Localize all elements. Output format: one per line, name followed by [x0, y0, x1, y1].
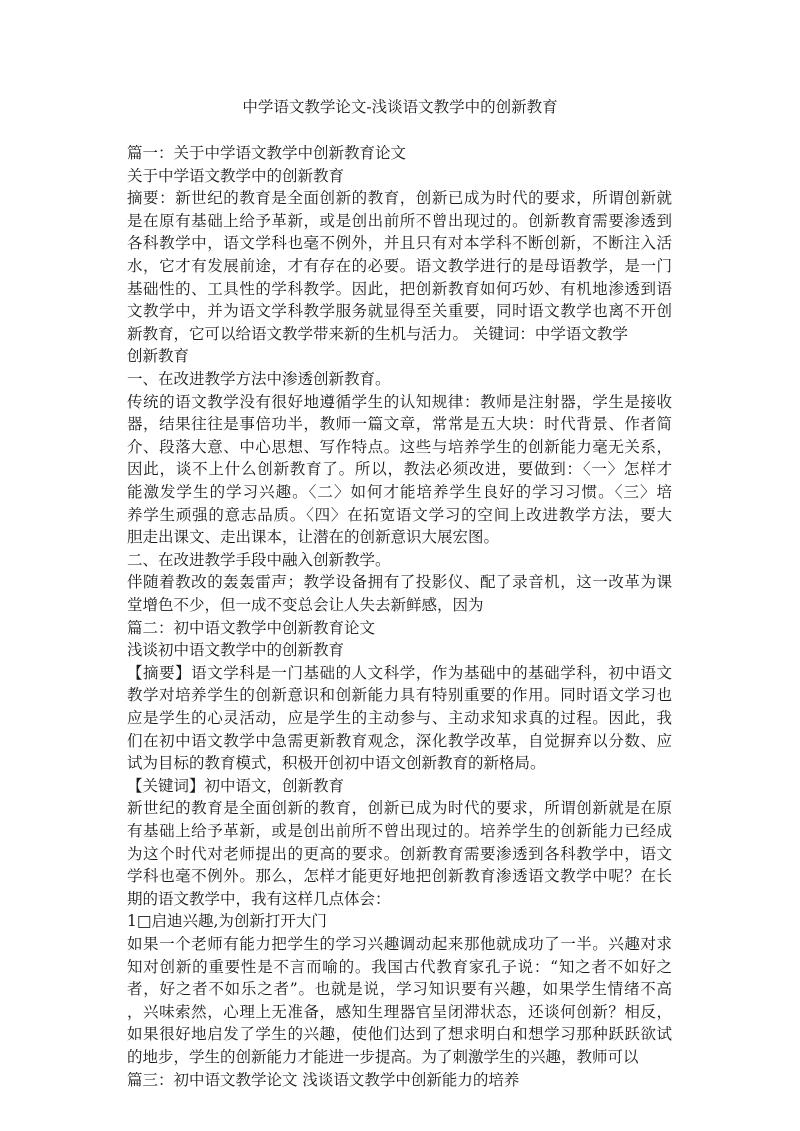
body-line: 篇一：关于中学语文教学中创新教育论文 — [127, 144, 407, 162]
body-line: 们在初中语文教学中急需更新教育观念，深化教学改革，自觉摒弃以分数、应 — [127, 731, 672, 750]
document-title: 中学语文教学论文-浅谈语文教学中的创新教育 — [242, 98, 558, 116]
body-line: 如果一个老师有能力把学生的学习兴趣调动起来那他就成功了一半。兴趣对求 — [127, 935, 672, 953]
body-line: 者，好之者不如乐之者”。也就是说，学习知识要有兴趣，如果学生情绪不高 — [127, 980, 672, 999]
body-line: 是在原有基础上给予革新，或是创出前所不曾出现过的。创新教育需要渗透到 — [127, 211, 672, 230]
body-line: ，兴味索然，心理上无准备，感知生理器官呈闭滞状态，还谈何创新？相反， — [127, 1002, 672, 1021]
body-line: 关于中学语文教学中的创新教育 — [127, 166, 345, 185]
body-line: 创新教育 — [127, 347, 190, 366]
body-line: 新世纪的教育是全面创新的教育，创新已成为时代的要求，所谓创新就是在原 — [127, 799, 672, 818]
body-line: 篇二：初中语文教学中创新教育论文 — [127, 618, 376, 637]
body-line: 一、在改进教学方法中渗透创新教育。 — [127, 370, 391, 388]
body-line: 因此，谈不上什么创新教育了。所以，教法必须改进，要做到：〈一〉怎样才 — [127, 460, 672, 479]
body-line: 试为目标的教育模式，积极开创初中语文创新教育的新格局。 — [127, 754, 546, 773]
body-line: 篇三：初中语文教学论文 浅谈语文教学中创新能力的培养 — [127, 1070, 520, 1089]
body-line: 知对创新的重要性是不言而喻的。我国古代教育家孔子说：“知之者不如好之 — [127, 957, 672, 976]
body-line: 伴随着教改的轰轰雷声；教学设备拥有了投影仪、配了录音机，这一改革为课 — [127, 573, 672, 592]
body-line: 学科也毫不例外。那么，怎样才能更好地把创新教育渗透语文教学中呢？在长 — [127, 867, 672, 886]
body-line: 水，它才有发展前途，才有存在的必要。语文教学进行的是母语教学，是一门 — [127, 257, 672, 275]
body-line: 各科教学中，语文学科也毫不例外，并且只有对本学科不断创新，不断注入活 — [127, 234, 672, 253]
body-line: 的地步，学生的创新能力才能进一步提高。为了刺激学生的兴趣，教师可以 — [127, 1048, 639, 1066]
body-line: 介、段落大意、中心思想、写作特点。这些与培养学生的创新能力毫无关系， — [127, 437, 672, 456]
body-line: 浅谈初中语文教学中的创新教育 — [127, 641, 345, 660]
body-line: 期的语文教学中，我有这样几点体会： — [127, 889, 391, 908]
body-line: 传统的语文教学没有很好地遵循学生的认知规律：教师是注射器，学生是接收 — [127, 392, 672, 411]
body-line: 养学生顽强的意志品质。〈四〉在拓宽语文学习的空间上改进教学方法，要大 — [127, 505, 672, 524]
body-line: 文教学中，并为语文学科教学服务就显得至关重要，同时语文教学也离不开创 — [127, 302, 672, 321]
body-line: 二、在改进教学手段中融入创新教学。 — [127, 550, 391, 569]
body-line: 器，结果往往是事倍功半，教师一篇文章，常常是五大块：时代背景、作者简 — [127, 415, 672, 434]
body-line: 教学对培养学生的创新意识和创新能力具有特别重要的作用。同时语文学习也 — [127, 686, 672, 705]
body-line: 如果很好地启发了学生的兴趣，使他们达到了想求明白和想学习那种跃跃欲试 — [127, 1025, 672, 1044]
body-line: 能激发学生的学习兴趣。〈二〉如何才能培养学生良好的学习习惯。〈三〉培 — [127, 483, 672, 501]
body-line: 【摘要】语文学科是一门基础的人文科学，作为基础中的基础学科，初中语文 — [127, 663, 672, 682]
body-line: 基础性的、工具性的学科教学。因此，把创新教育如何巧妙、有机地渗透到语 — [127, 279, 672, 298]
body-line: 摘要：新世纪的教育是全面创新的教育，创新已成为时代的要求，所谓创新就 — [127, 189, 672, 208]
body-line: 应是学生的心灵活动，应是学生的主动参与、主动求知求真的过程。因此，我 — [127, 709, 672, 727]
body-line: 胆走出课文、走出课本，让潜在的创新意识大展宏图。 — [127, 528, 500, 547]
body-line: 【关键词】初中语文，创新教育 — [127, 776, 345, 795]
body-line: 堂增色不少，但一成不变总会让人失去新鲜感，因为 — [127, 596, 484, 614]
body-line: 新教育，它可以给语文教学带来新的生机与活力。 关键词：中学语文教学 — [127, 324, 628, 343]
body-line: 1□启迪兴趣,为创新打开大门 — [127, 912, 327, 931]
body-line: 有基础上给予革新，或是创出前所不曾出现过的。培养学生的创新能力已经成 — [127, 822, 672, 840]
body-line: 为这个时代对老师提出的更高的要求。创新教育需要渗透到各科教学中，语文 — [127, 844, 672, 863]
